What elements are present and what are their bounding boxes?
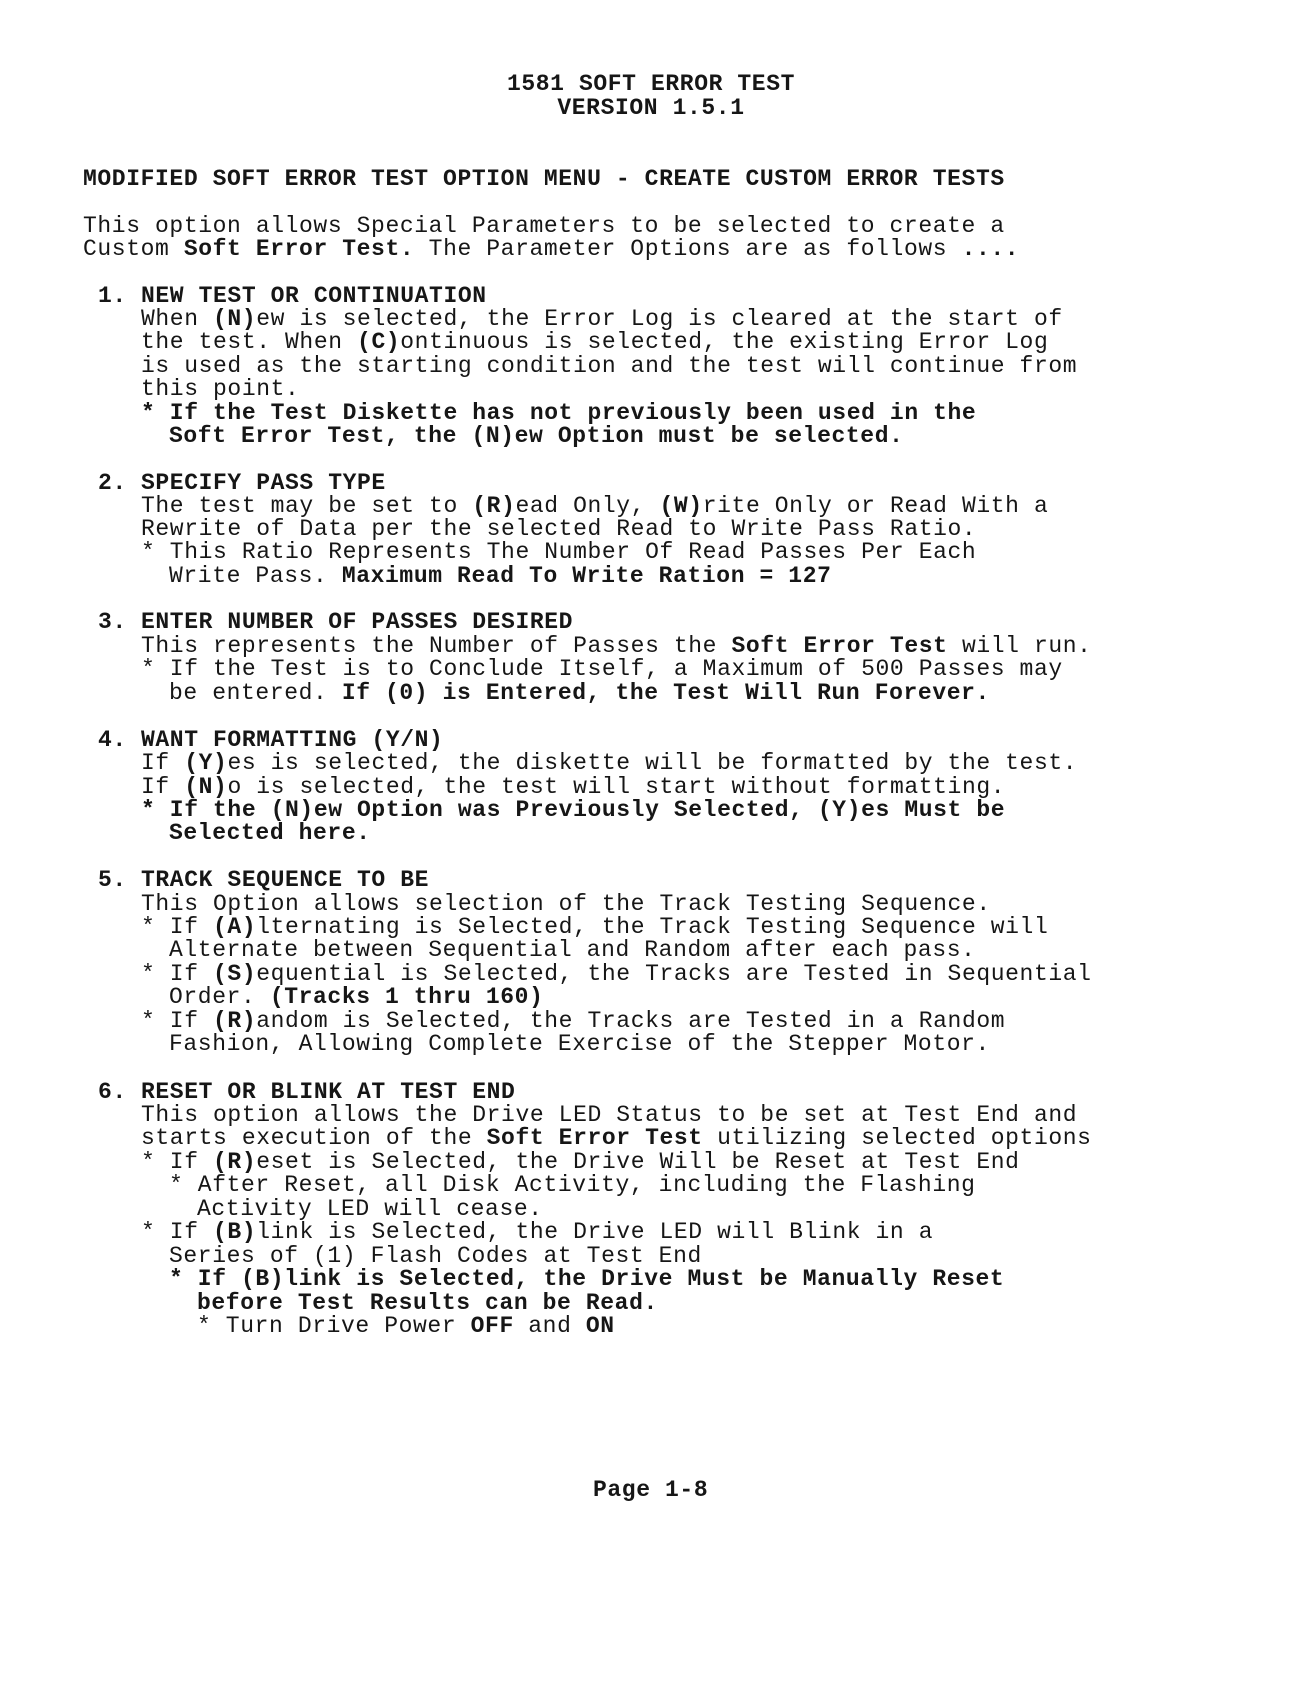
option-6-blink-1: * If (B)link is Selected, the Drive LED will Blink in a [141, 1219, 934, 1245]
intro-line-1: This option allows Special Parameters to be selected to create a [83, 213, 1005, 239]
option-5-line-1: This Option allows selection of the Track Testing Sequence. [141, 891, 991, 917]
option-3-number: 3. [98, 609, 127, 635]
option-6-number: 6. [98, 1079, 127, 1105]
option-6-blink-4: before Test Results can be Read. [197, 1290, 658, 1316]
option-6-heading: RESET OR BLINK AT TEST END [141, 1079, 516, 1105]
page-number: Page 1-8 [593, 1477, 709, 1503]
option-5-random-1: * If (R)andom is Selected, the Tracks are Tested in a Random [141, 1008, 1006, 1034]
option-1-line-3: is used as the starting condition and the test will continue from [141, 353, 1078, 379]
option-4-note-1: * If the (N)ew Option was Previously Selected, (Y)es Must be [141, 797, 1006, 823]
option-1-number: 1. [98, 283, 127, 309]
option-2-heading: SPECIFY PASS TYPE [141, 470, 386, 496]
option-5-alternating-2: Alternate between Sequential and Random after each pass. [169, 937, 976, 963]
document-version: VERSION 1.5.1 [557, 95, 745, 121]
option-1-line-2: the test. When (C)ontinuous is selected, the existing Error Log [141, 329, 1049, 355]
option-1-line-4: this point. [141, 376, 300, 402]
option-3-line-1: This represents the Number of Passes the Soft Error Test will run. [141, 633, 1092, 659]
option-5-heading: TRACK SEQUENCE TO BE [141, 867, 430, 893]
option-2-line-2: Rewrite of Data per the selected Read to Write Pass Ratio. [141, 516, 977, 542]
option-5-random-2: Fashion, Allowing Complete Exercise of the Stepper Motor. [169, 1031, 990, 1057]
option-4-number: 4. [98, 727, 127, 753]
option-6-blink-2: Series of (1) Flash Codes at Test End [169, 1243, 702, 1269]
section-heading: MODIFIED SOFT ERROR TEST OPTION MENU - CREATE CUSTOM ERROR TESTS [83, 166, 1005, 192]
option-2-number: 2. [98, 470, 127, 496]
option-5-number: 5. [98, 867, 127, 893]
option-1-note-2: Soft Error Test, the (N)ew Option must be selected. [169, 423, 904, 449]
option-3-note-1: * If the Test is to Conclude Itself, a Maximum of 500 Passes may [141, 656, 1063, 682]
option-1-line-1: When (N)ew is selected, the Error Log is cleared at the start of [141, 306, 1063, 332]
option-4-note-2: Selected here. [169, 820, 371, 846]
option-6-line-2: starts execution of the Soft Error Test utilizing selected options [141, 1125, 1092, 1151]
option-5-sequential-2: Order. (Tracks 1 thru 160) [169, 984, 544, 1010]
option-2-line-1: The test may be set to (R)ead Only, (W)rite Only or Read With a [141, 493, 1049, 519]
intro-line-2: Custom Soft Error Test. The Parameter Options are as follows .... [83, 236, 1020, 262]
option-1-heading: NEW TEST OR CONTINUATION [141, 283, 487, 309]
option-1-note-1: * If the Test Diskette has not previously been used in the [141, 400, 977, 426]
option-4-line-1: If (Y)es is selected, the diskette will be formatted by the test. [141, 750, 1078, 776]
document-title: 1581 SOFT ERROR TEST [506, 71, 796, 97]
option-6-reset-3: Activity LED will cease. [197, 1196, 543, 1222]
option-6-reset-1: * If (R)eset is Selected, the Drive Will be Reset at Test End [141, 1149, 1020, 1175]
option-5-alternating-1: * If (A)lternating is Selected, the Track Testing Sequence will [141, 914, 1049, 940]
option-5-sequential-1: * If (S)equential is Selected, the Tracks are Tested in Sequential [141, 961, 1092, 987]
option-3-note-2: be entered. If (0) is Entered, the Test Will Run Forever. [169, 680, 990, 706]
option-2-note-2: Write Pass. Maximum Read To Write Ration = 127 [169, 563, 832, 589]
option-6-blink-5: * Turn Drive Power OFF and ON [197, 1313, 615, 1339]
option-4-heading: WANT FORMATTING (Y/N) [141, 727, 444, 753]
option-6-reset-2: * After Reset, all Disk Activity, including the Flashing [169, 1172, 976, 1198]
option-3-heading: ENTER NUMBER OF PASSES DESIRED [141, 609, 574, 635]
option-6-line-1: This option allows the Drive LED Status to be set at Test End and [141, 1102, 1078, 1128]
option-4-line-2: If (N)o is selected, the test will start without formatting. [141, 774, 1006, 800]
option-6-blink-3: * If (B)link is Selected, the Drive Must be Manually Reset [169, 1266, 1005, 1292]
option-2-note-1: * This Ratio Represents The Number Of Read Passes Per Each [141, 539, 977, 565]
